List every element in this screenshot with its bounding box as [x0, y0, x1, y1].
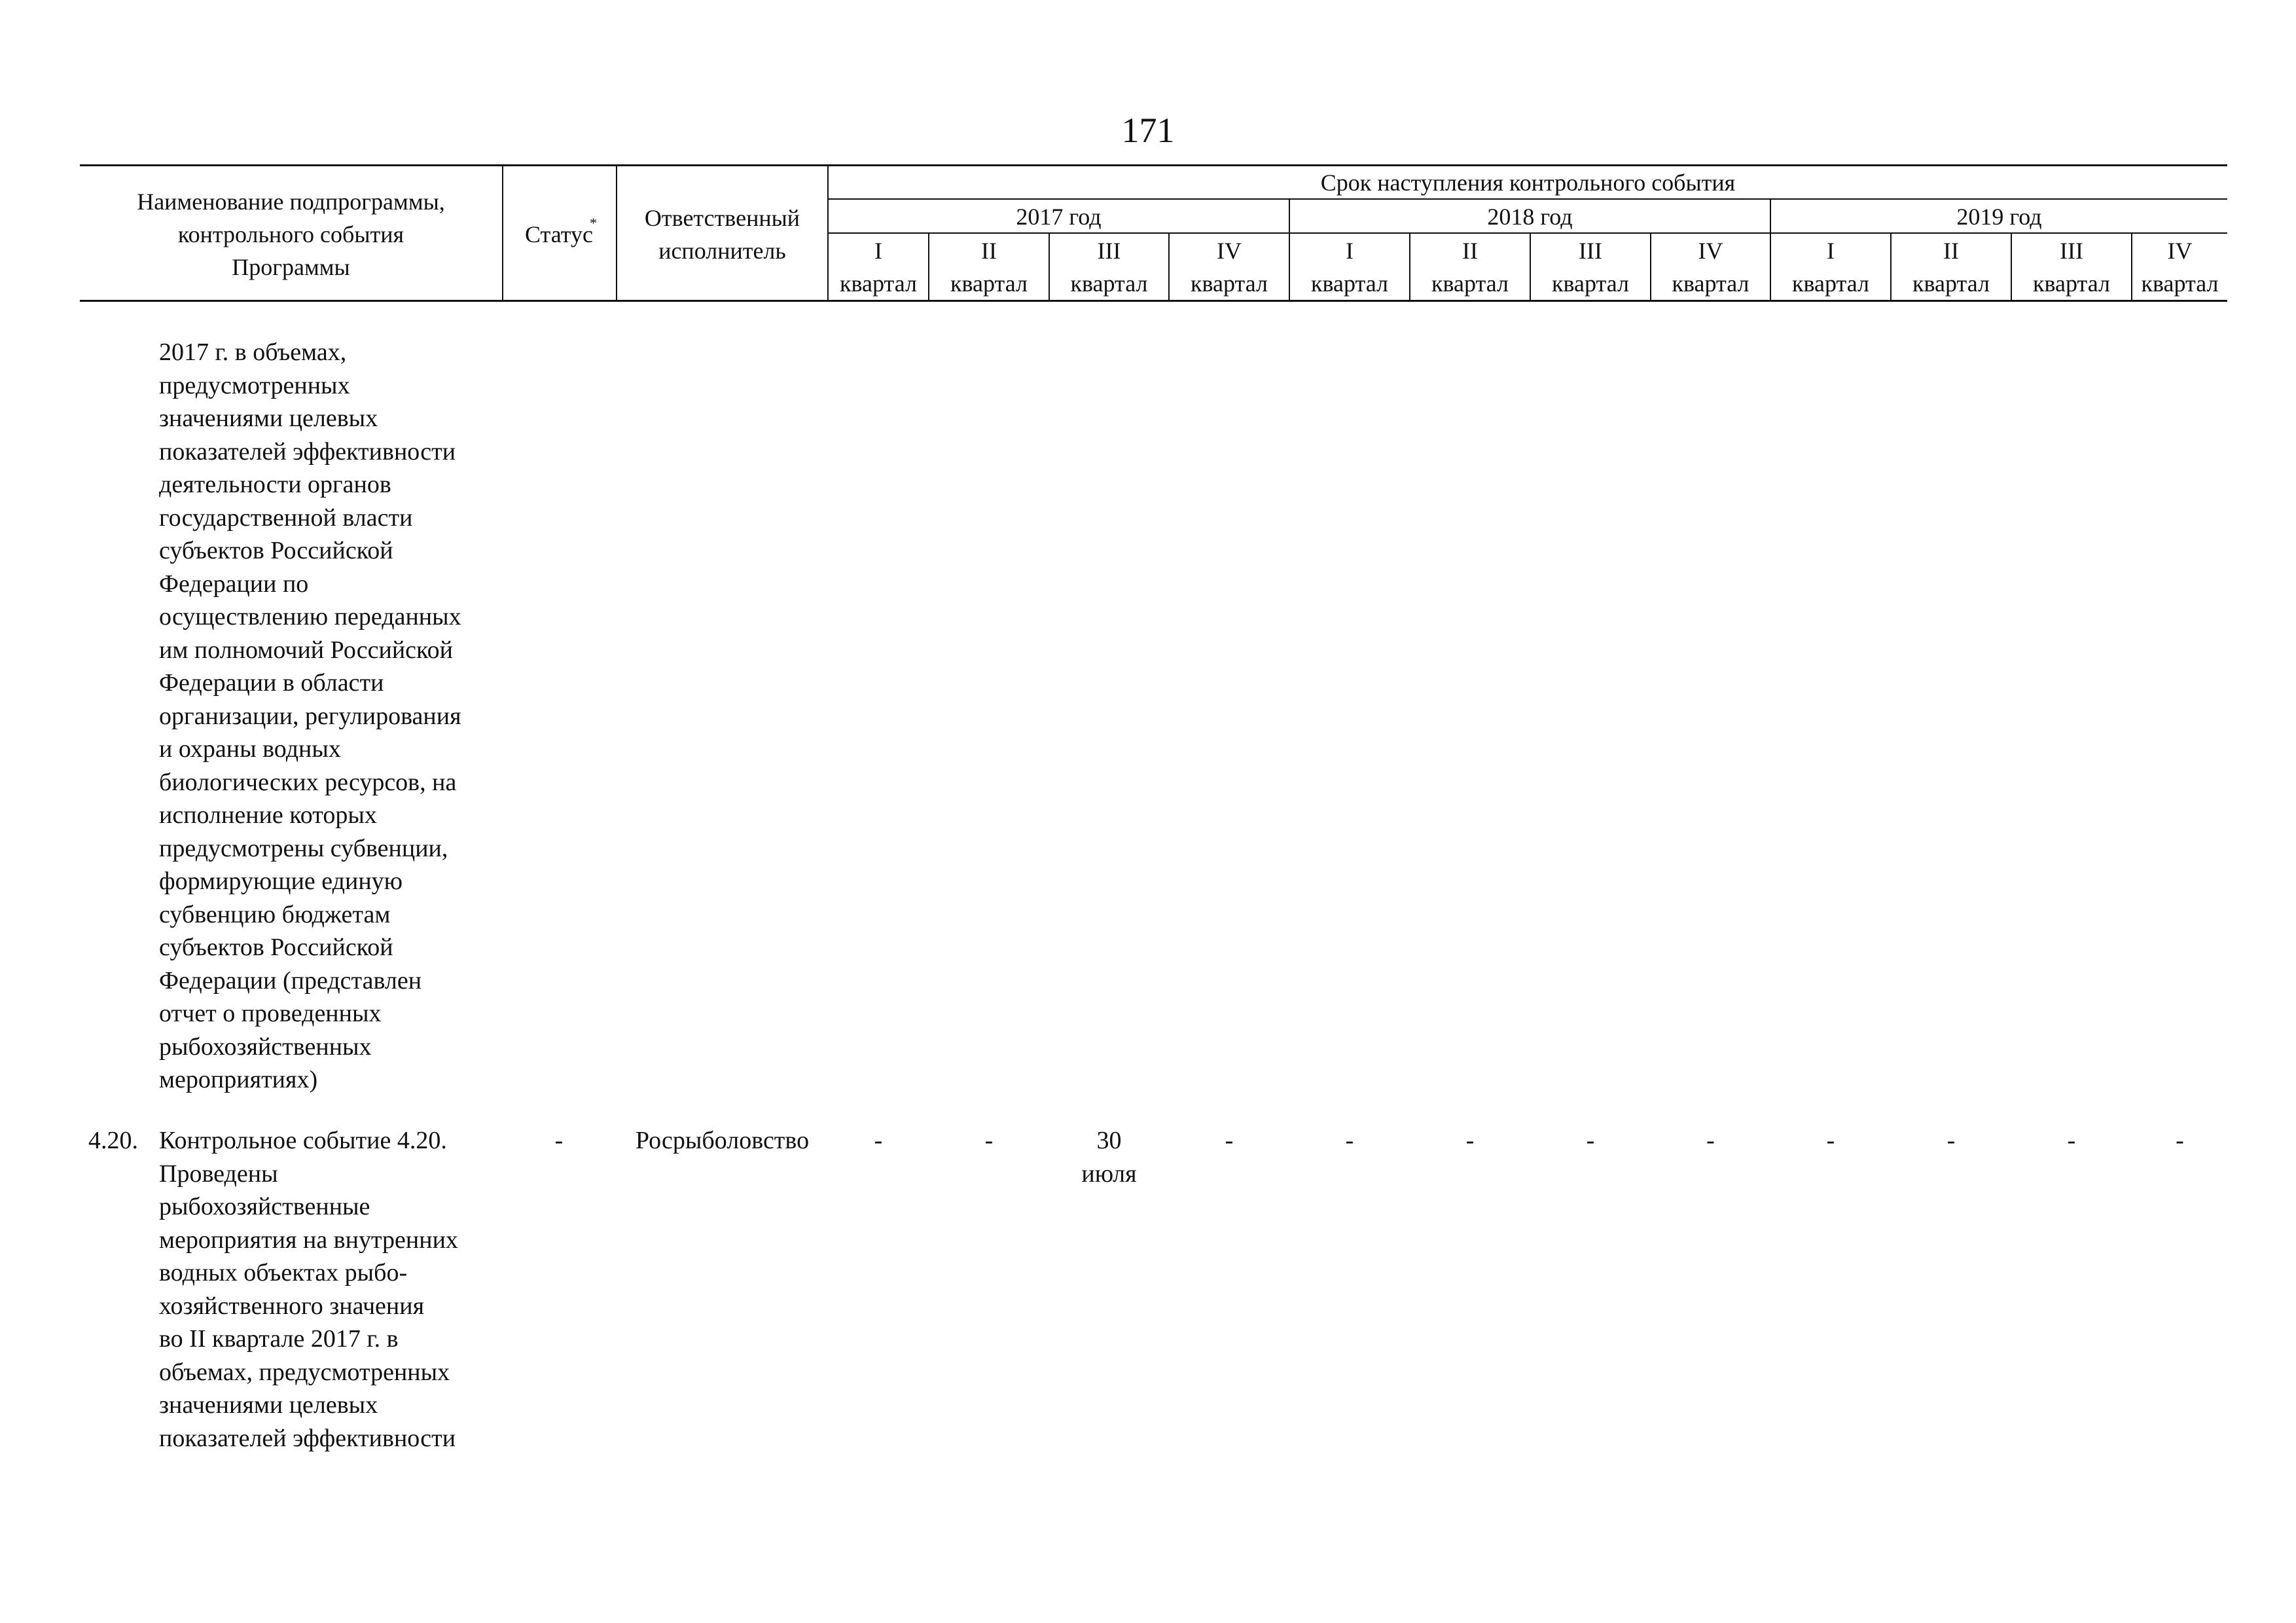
page-number: 171	[1121, 111, 1175, 150]
row-name-line: во II квартале 2017 г. в	[159, 1325, 399, 1353]
quarter-value: -	[1586, 1127, 1595, 1154]
header-quarter-number: IV	[1698, 238, 1723, 264]
row-name-line: значениями целевых	[159, 405, 378, 432]
row-name-line: мероприятия на внутренних	[159, 1226, 458, 1254]
header-name-line: контрольного события	[177, 221, 404, 247]
header-quarter-word: квартал	[950, 270, 1028, 297]
header-quarter-word: квартал	[1431, 270, 1509, 297]
row-name-line: показателей эффективности	[159, 437, 456, 465]
header-quarter-word: квартал	[1070, 270, 1148, 297]
row-name	[159, 1124, 499, 1455]
row-name-line: мероприятиях)	[159, 1066, 318, 1093]
header-quarter-number: III	[1097, 238, 1121, 264]
row-name-line: государственной власти	[159, 503, 413, 532]
row-name-line: Федерации в области	[159, 669, 384, 697]
quarter-value: -	[2176, 1127, 2184, 1154]
row-name-line: предусмотренных	[159, 371, 350, 399]
row-status: -	[554, 1127, 564, 1154]
row-name-line: хозяйственного значения	[159, 1292, 425, 1320]
row-name-line: формирующие единую	[159, 867, 403, 895]
quarter-value: -	[1946, 1127, 1956, 1154]
row-name-line: деятельности органов	[159, 471, 391, 498]
row-number: 4.20.	[88, 1127, 138, 1154]
header-quarter-number: IV	[2167, 238, 2193, 264]
row-name	[159, 336, 499, 1097]
row-name-line: показателей эффективности	[159, 1424, 456, 1452]
row-name-line: значениями целевых	[159, 1391, 378, 1419]
row-executor: Росрыболовство	[635, 1127, 810, 1154]
header-quarter-number: III	[2060, 238, 2083, 264]
quarter-value: -	[1225, 1127, 1234, 1154]
row-name-line: отчет о проведенных	[159, 1000, 382, 1027]
header-year: 2018 год	[1487, 204, 1573, 230]
header-quarter-number: II	[1943, 238, 1959, 264]
row-name-line: Проведены	[159, 1159, 278, 1188]
header-executor-line: Ответственный	[644, 205, 800, 231]
quarter-value: -	[874, 1127, 883, 1154]
row-name-line: организации, регулирования	[159, 702, 461, 730]
header-bottom-rule	[80, 300, 2227, 302]
row-name-line: субъектов Российской	[159, 537, 393, 564]
row-name-line: рыбохозяйственных	[159, 1032, 372, 1061]
header-year: 2019 год	[1956, 204, 2042, 230]
header-quarter-word: квартал	[1311, 270, 1388, 297]
row-name-line: субвенцию бюджетам	[159, 900, 391, 928]
row-name-line: им полномочий Российской	[159, 636, 453, 664]
header-quarter-number: I	[1346, 238, 1354, 264]
quarter-value: -	[1345, 1127, 1354, 1154]
header-status: Статус	[525, 221, 593, 247]
quarter-value: -	[984, 1127, 994, 1154]
header-executor-line: исполнитель	[658, 238, 786, 264]
header-quarter-word: квартал	[1552, 270, 1629, 297]
row-name-line: Федерации по	[159, 570, 309, 598]
header-quarter-number: IV	[1217, 238, 1242, 264]
row-name-line: осуществлению переданных	[159, 603, 461, 630]
header-quarter-word: квартал	[1191, 270, 1268, 297]
quarter-value: 30 июля	[1081, 1127, 1137, 1188]
row-name-line: субъектов Российской	[159, 934, 393, 961]
row-name-line: рыбохозяйственные	[159, 1193, 370, 1220]
row-name-line: Федерации (представлен	[159, 966, 422, 994]
header-quarter-word: квартал	[2141, 270, 2219, 297]
header-quarter-number: I	[1827, 238, 1835, 264]
header-quarter-number: II	[981, 238, 997, 264]
header-quarter-number: II	[1462, 238, 1478, 264]
row-name-line: и охраны водных	[159, 735, 341, 763]
header-name-line: Наименование подпрограммы,	[137, 189, 445, 215]
header-quarter-word: квартал	[1912, 270, 1990, 297]
header-quarter-number: III	[1579, 238, 1602, 264]
header-quarter-word: квартал	[840, 270, 917, 297]
row-name-line: биологических ресурсов, на	[159, 768, 457, 796]
row-name-line: исполнение которых	[159, 801, 377, 829]
quarter-value: -	[2067, 1127, 2076, 1154]
row-name-line: объемах, предусмотренных	[159, 1358, 450, 1386]
header-quarter-word: квартал	[1792, 270, 1869, 297]
row-name-line: водных объектах рыбо-	[159, 1259, 408, 1286]
status-footnote-mark: *	[590, 215, 597, 231]
header-quarter-number: I	[874, 238, 882, 264]
quarter-value: -	[1465, 1127, 1475, 1154]
quarter-value: -	[1706, 1127, 1715, 1154]
row-name-line: Контрольное событие 4.20.	[159, 1127, 447, 1154]
header-quarter-word: квартал	[1672, 270, 1749, 297]
header-deadline: Срок наступления контрольного события	[1320, 170, 1736, 196]
quarter-value: -	[1826, 1127, 1835, 1154]
header-year: 2017 год	[1016, 204, 1102, 230]
row-name-line: предусмотрены субвенции,	[159, 834, 448, 862]
row-name-line: 2017 г. в объемах,	[159, 338, 347, 366]
header-quarter-word: квартал	[2033, 270, 2110, 297]
header-name-line: Программы	[232, 254, 350, 280]
